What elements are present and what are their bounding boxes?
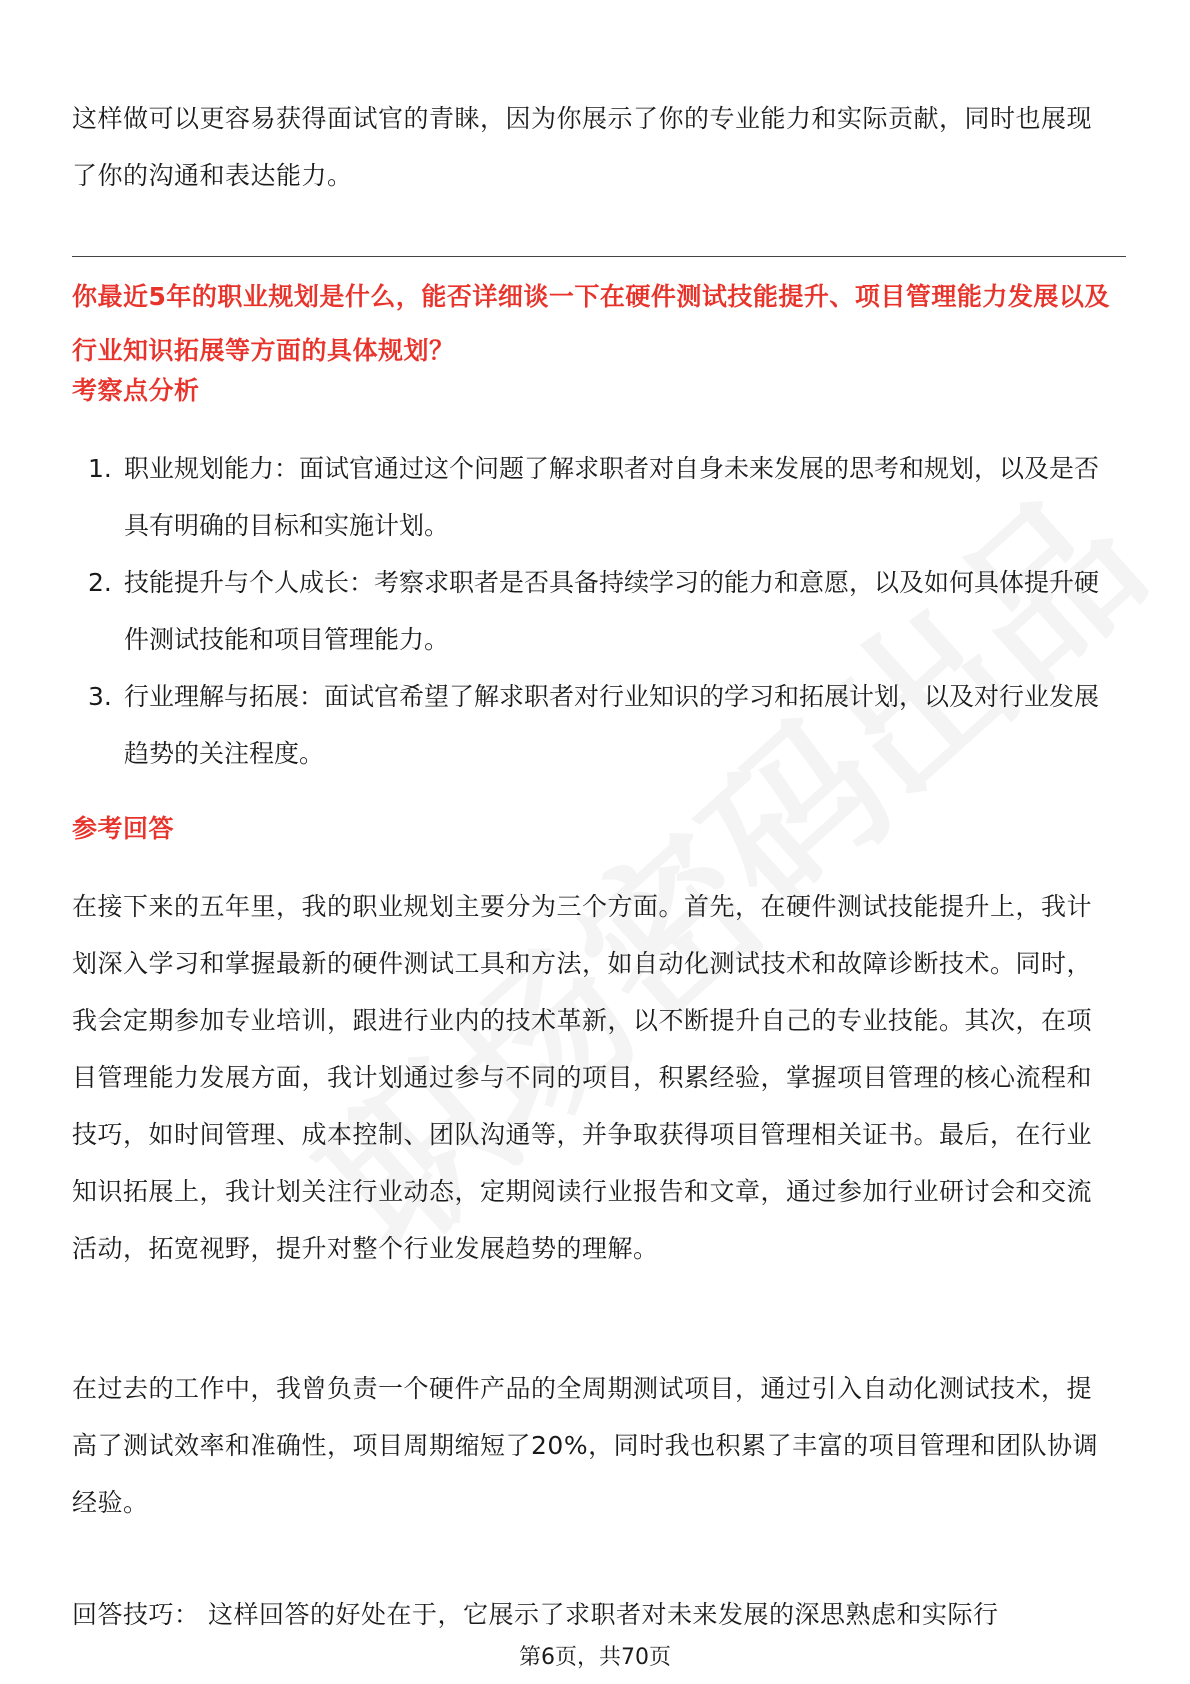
section-divider xyxy=(72,256,1126,257)
analysis-list xyxy=(72,440,1116,782)
answer-paragraph-2: 在过去的工作中，我曾负责一个硬件产品的全周期测试项目，通过引入自动化测试技术，提高了测试效率和准确性，项目周期缩短了20%，同时我也积累了丰富的项目管理和团队协调经验。 xyxy=(72,1374,1099,1517)
question-heading: 你最近5年的职业规划是什么，能否详细谈一下在硬件测试技能提升、项目管理能力发展以及行业知识拓展等方面的具体规划？ xyxy=(72,282,1110,365)
list-item xyxy=(72,440,1116,554)
tips-paragraph: 回答技巧： 这样回答的好处在于，它展示了求职者对未来发展的深思熟虑和实际行 xyxy=(72,1600,999,1629)
list-item-number: 1. xyxy=(88,454,112,483)
answer-heading: 参考回答 xyxy=(72,814,175,843)
list-item xyxy=(72,668,1116,782)
list-item-text: 行业理解与拓展：面试官希望了解求职者对行业知识的学习和拓展计划，以及对行业发展趋势的关注程度。 xyxy=(124,682,1100,768)
analysis-heading: 考察点分析 xyxy=(72,376,200,405)
list-item xyxy=(72,554,1116,668)
answer-paragraph-1: 在接下来的五年里，我的职业规划主要分为三个方面。首先，在硬件测试技能提升上，我计划深入学习和掌握最新的硬件测试工具和方法，如自动化测试技术和故障诊断技术。同时，我会定期参加专业培训，跟进行业内的技术革新，以不断提升自己的专业技能。其次，在项目管理能力发展方面，我计划通过参与不同的项目，积累经验，掌握项目管理的核心流程和技巧，如时间管理、成本控制、团队沟通等，并争取获得项目管理相关证书。最后，在行业知识拓展上，我计划关注行业动态，定期阅读行业报告和文章，通过参加行业研讨会和交流活动，拓宽视野，提升对整个行业发展趋势的理解。 xyxy=(72,892,1093,1263)
page-footer: 第6页，共70页 xyxy=(519,1645,671,1670)
intro-paragraph: 这样做可以更容易获得面试官的青睐，因为你展示了你的专业能力和实际贡献，同时也展现了你的沟通和表达能力。 xyxy=(72,104,1093,190)
list-item-text: 技能提升与个人成长：考察求职者是否具备持续学习的能力和意愿，以及如何具体提升硬件测试技能和项目管理能力。 xyxy=(124,568,1100,654)
list-item-text: 职业规划能力：面试官通过这个问题了解求职者对自身未来发展的思考和规划，以及是否具有明确的目标和实施计划。 xyxy=(124,454,1100,540)
list-item-number: 2. xyxy=(88,568,112,597)
list-item-number: 3. xyxy=(88,682,112,711)
